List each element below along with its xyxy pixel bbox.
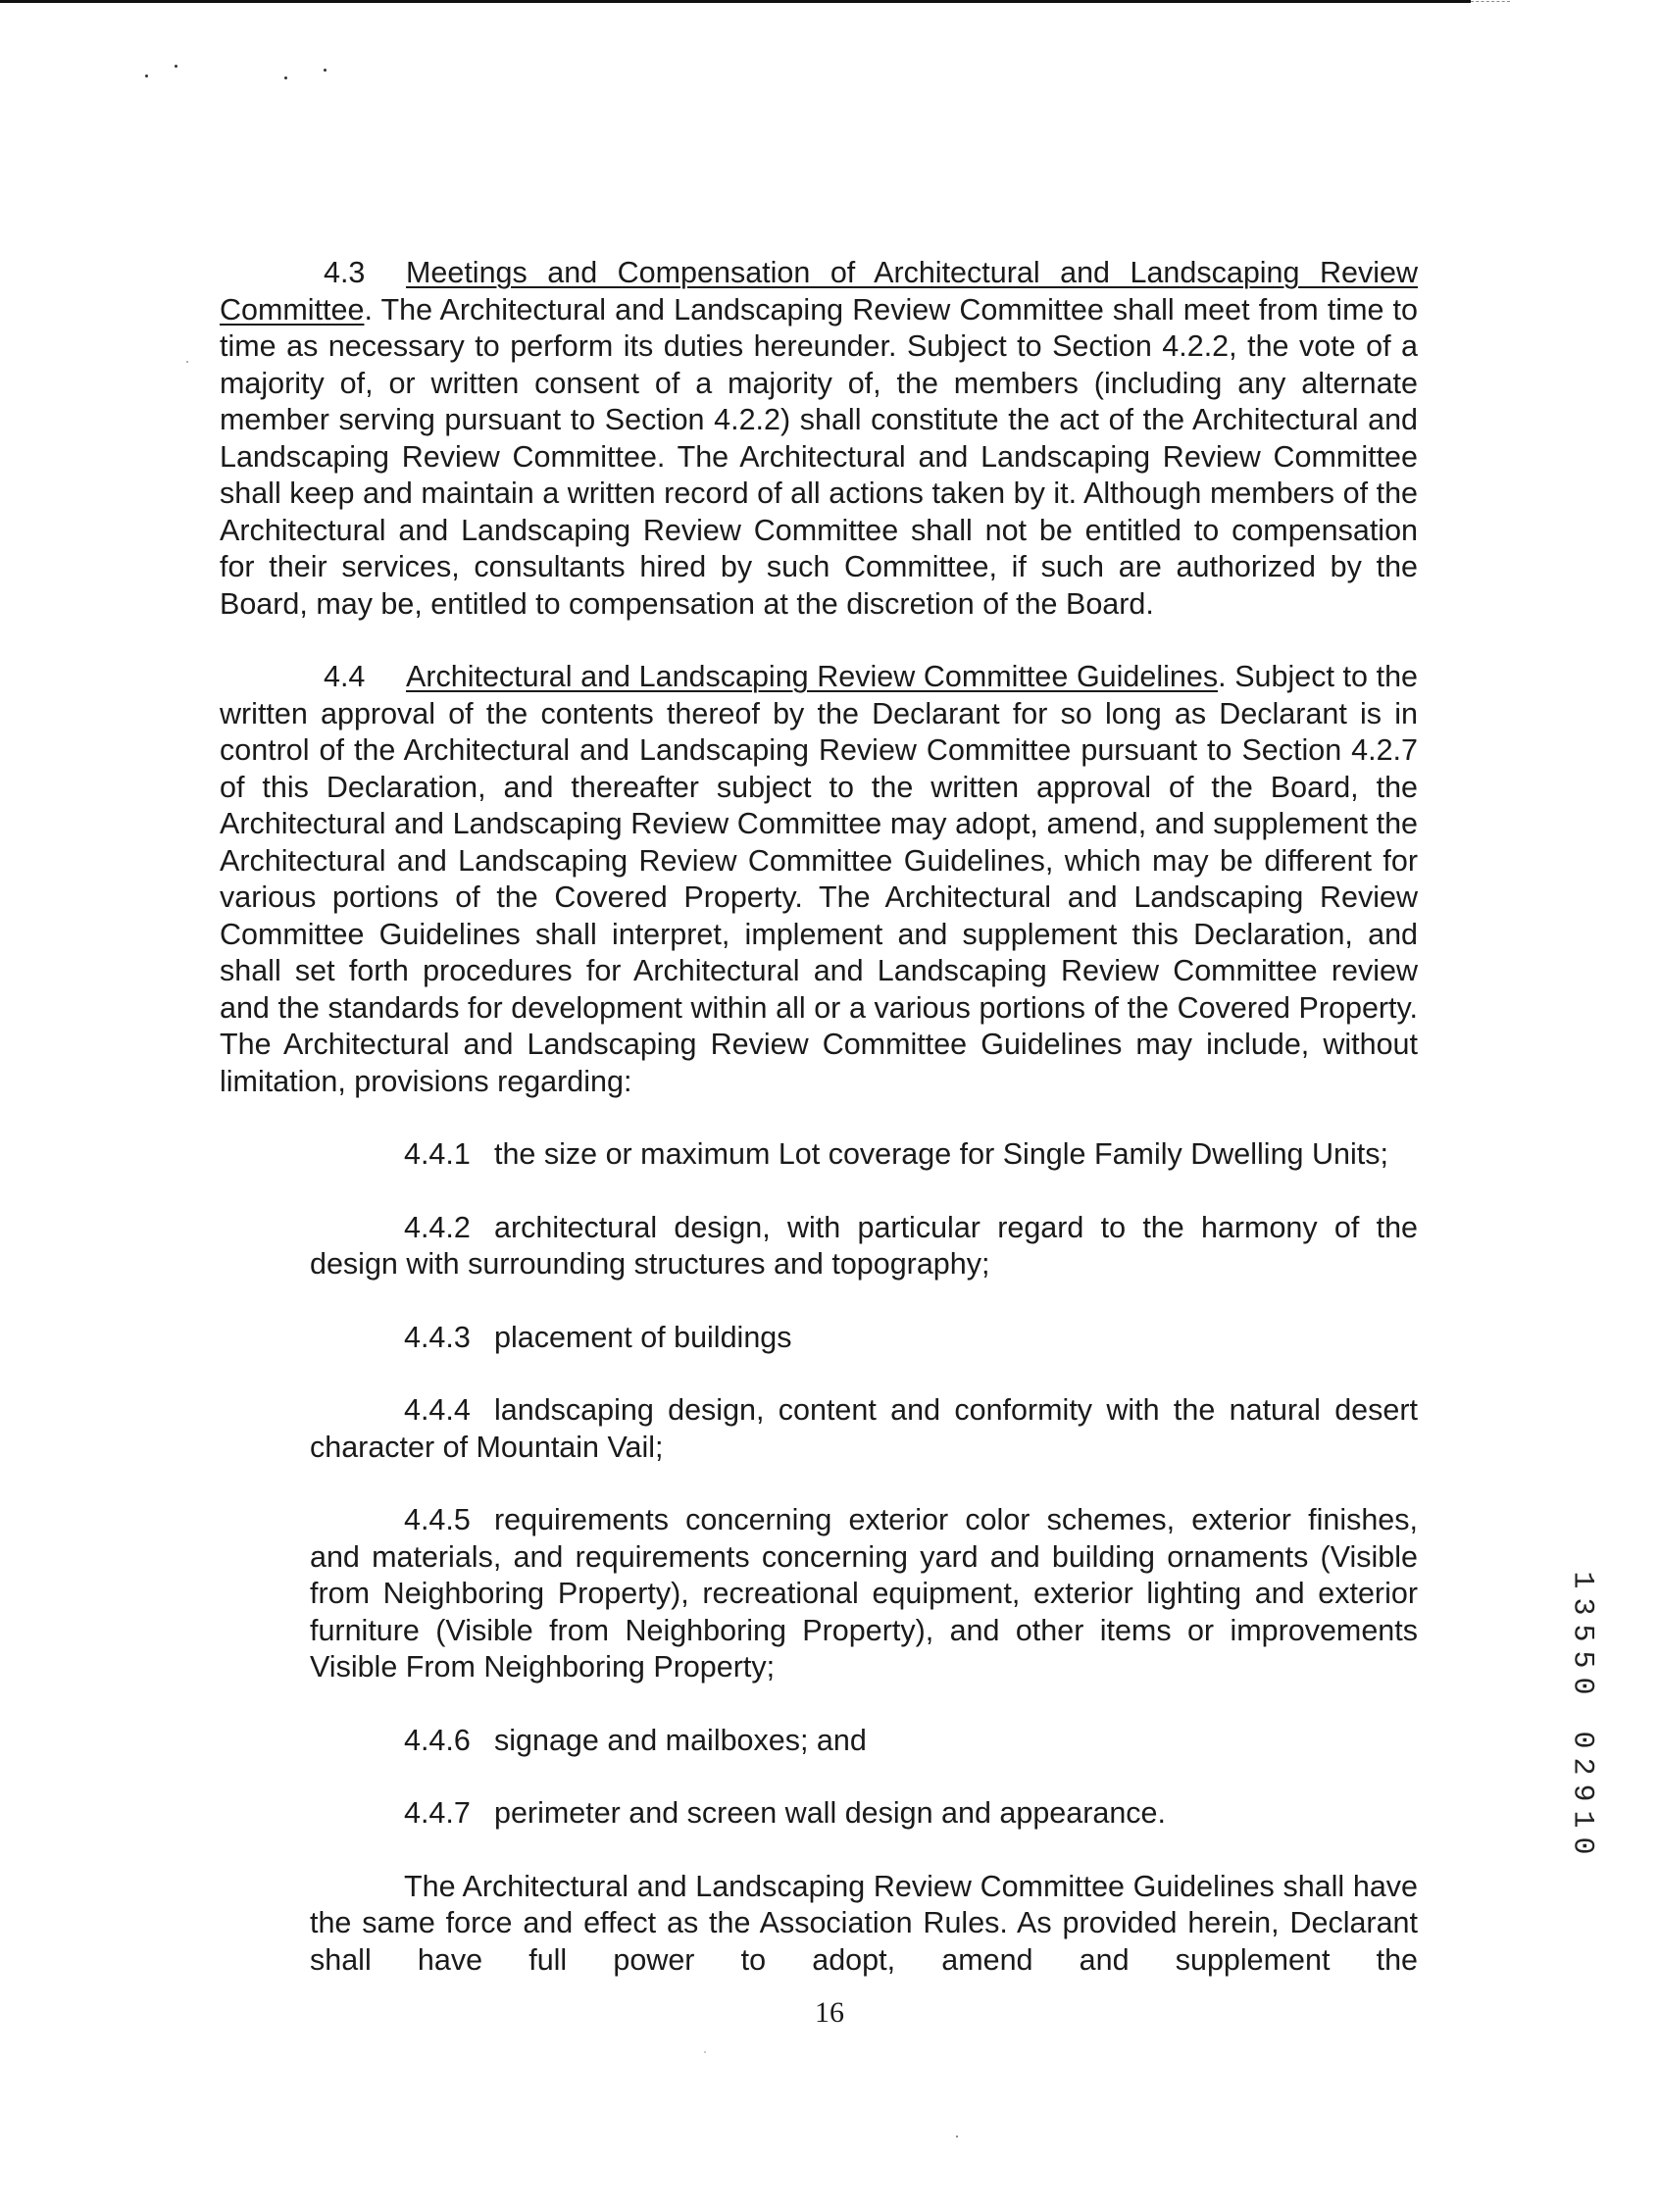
- stamp-char: 1: [1565, 1810, 1599, 1829]
- list-item: [310, 1502, 1418, 1686]
- list-item: [310, 1210, 1418, 1283]
- stamp-char: 2: [1565, 1757, 1599, 1776]
- scan-speck: [956, 2136, 958, 2137]
- scan-speck: [324, 69, 327, 72]
- scan-speck: [704, 2051, 706, 2053]
- item-number: 4.4.5: [404, 1503, 471, 1536]
- scan-speck: [145, 75, 148, 77]
- stamp-char: 0: [1565, 1731, 1599, 1749]
- heading-period: .: [1218, 660, 1227, 693]
- stamp-char: 0: [1565, 1836, 1599, 1855]
- section-4-4: [220, 659, 1418, 1100]
- top-scan-border: [0, 0, 1471, 3]
- section-number: 4.4: [324, 660, 366, 693]
- stamp-char: 5: [1565, 1624, 1599, 1642]
- item-text: signage and mailboxes; and: [494, 1723, 867, 1757]
- guidelines-list: [310, 1136, 1418, 1833]
- stamp-char: 5: [1565, 1650, 1599, 1669]
- item-number: 4.4.1: [404, 1137, 471, 1171]
- section-heading: Architectural and Landscaping Review Committee Guidelines: [406, 660, 1219, 693]
- item-text: requirements concerning exterior color schemes, exterior finishes, and materials, and requirements concerning yard and building ornaments (Visible from Neighboring Property), recreational equipment, exterior lighting and exterior furniture (Visible from Neighboring Property), and other items or improvements Visible From Neighboring Property;: [310, 1503, 1418, 1684]
- section-4-3: [220, 255, 1418, 623]
- item-text: placement of buildings: [494, 1320, 792, 1354]
- heading-period: .: [364, 292, 373, 327]
- item-number: 4.4.6: [404, 1723, 471, 1757]
- list-item: [310, 1392, 1418, 1466]
- document-control-stamp: [1565, 1567, 1599, 1859]
- stamp-char: 0: [1565, 1677, 1599, 1695]
- section-body: Subject to the written approval of the contents thereof by the Declarant for so long as Declarant is in control of the Architectural and Landscaping Review Committee pursuant to Section 4.2.7 of this Declaration, and thereafter subject to the written approval of the Board, the Architectural and Landscaping Review Committee may adopt, amend, and supplement the Architectural and Landscaping Review Committee Guidelines, which may be different for various portions of the Covered Property. The Architectural and Landscaping Review Committee Guidelines shall interpret, implement and supplement this Declaration, and shall set forth procedures for Architectural and Landscaping Review Committee review and the standards for development within all or a various portions of the Covered Property. The Architectural and Landscaping Review Committee Guidelines may include, without limitation, provisions regarding:: [220, 660, 1419, 1098]
- scan-speck: [175, 65, 177, 68]
- document-body: [220, 255, 1418, 1979]
- section-number: 4.3: [324, 256, 366, 289]
- closing-paragraph: The Architectural and Landscaping Review Committee Guidelines shall have the same force and effect as the Association Rules. As provided herein, Declarant shall have full power to adopt, amend and supplement the: [310, 1869, 1418, 1977]
- item-text: architectural design, with particular regard to the harmony of the design with surrounding structures and topography;: [310, 1210, 1418, 1281]
- page-number: 16: [815, 1996, 844, 2029]
- list-item: [310, 1320, 1418, 1357]
- list-item: [310, 1795, 1418, 1833]
- item-text: perimeter and screen wall design and appearance.: [494, 1796, 1166, 1830]
- scan-speck: [186, 361, 188, 363]
- list-item: [310, 1723, 1418, 1760]
- stamp-char: 9: [1565, 1784, 1599, 1802]
- stamp-char: 1: [1565, 1571, 1599, 1589]
- stamp-char: 3: [1565, 1597, 1599, 1616]
- item-number: 4.4.4: [404, 1393, 471, 1427]
- item-text: landscaping design, content and conformity with the natural desert character of Mountain Vail;: [310, 1393, 1418, 1464]
- section-body: The Architectural and Landscaping Review Committee shall meet from time to time as necessary to perform its duties hereunder. Subject to Section 4.2.2, the vote of a majority of, or written consent of a majority of, the members (including any alternate member serving pursuant to Section 4.2.2) shall constitute the act of the Architectural and Landscaping Review Committee. The Architectural and Landscaping Review Committee shall keep and maintain a written record of all actions taken by it. Although members of the Architectural and Landscaping Review Committee shall not be entitled to compensation for their services, consultants hired by such Committee, if such are authorized by the Board, may be, entitled to compensation at the discretion of the Board.: [220, 292, 1418, 621]
- item-number: 4.4.2: [404, 1210, 471, 1244]
- item-number: 4.4.7: [404, 1796, 471, 1830]
- item-text: the size or maximum Lot coverage for Single Family Dwelling Units;: [494, 1137, 1388, 1171]
- list-item: [310, 1136, 1418, 1174]
- stamp-gap: [1567, 1699, 1596, 1727]
- top-scan-border-fade: [1471, 1, 1510, 3]
- item-number: 4.4.3: [404, 1320, 471, 1354]
- scan-speck: [284, 76, 287, 79]
- section-heading: Meetings and Compensation of Architectural and Landscaping Review Committee: [220, 256, 1418, 327]
